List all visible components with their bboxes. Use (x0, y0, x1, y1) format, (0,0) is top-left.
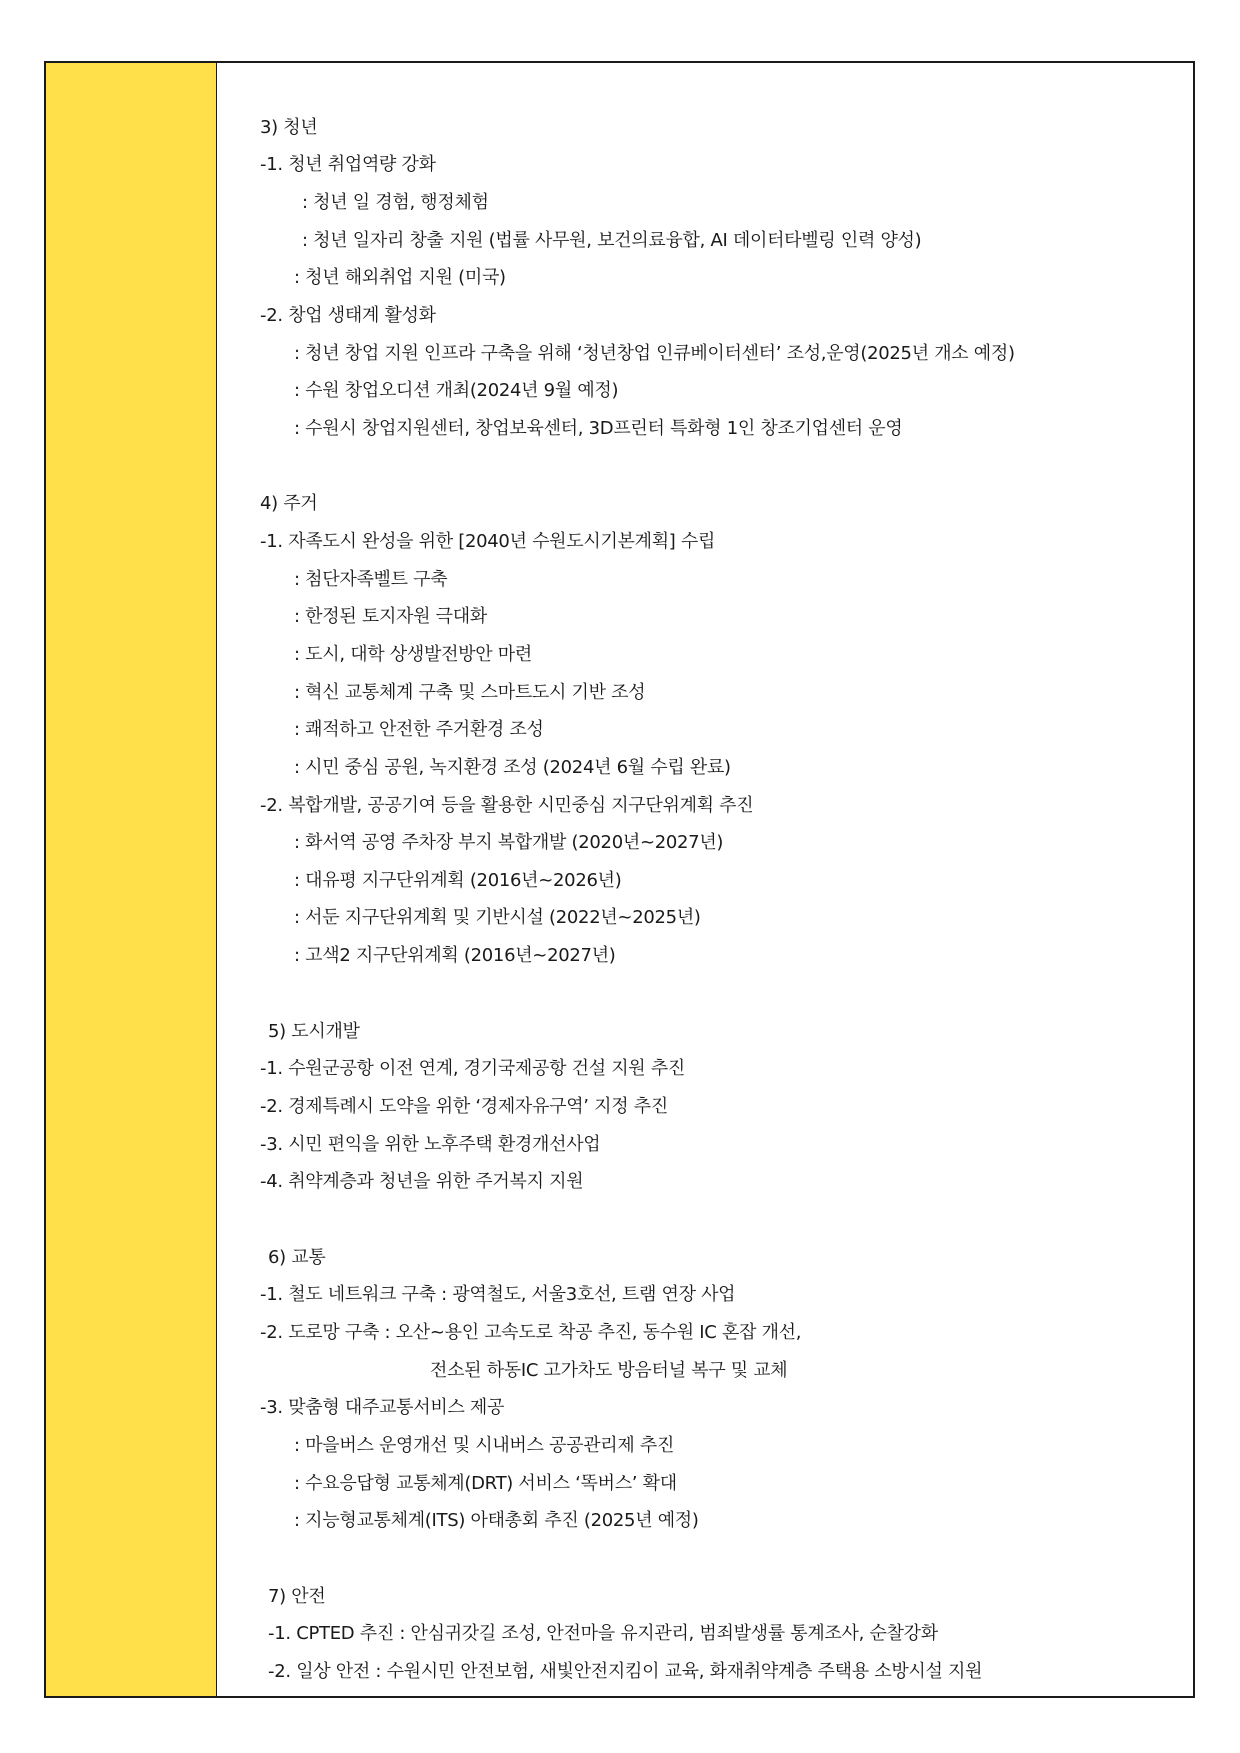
section-title-housing: 4) 주거 (260, 493, 318, 514)
urban-item: -1. 수원군공항 이전 연계, 경기국제공항 건설 지원 추진 (260, 1058, 685, 1079)
housing-subitem: : 한정된 토지자원 극대화 (294, 606, 487, 627)
transport-subitem: : 수요응답형 교통체계(DRT) 서비스 ‘똑버스’ 확대 (294, 1473, 677, 1494)
youth-subitem: : 청년 창업 지원 인프라 구축을 위해 ‘청년창업 인큐베이터센터’ 조성,운영(2025년 개소 예정) (294, 343, 1015, 364)
document-frame (44, 61, 1195, 1698)
housing-subitem: : 대유평 지구단위계획 (2016년~2026년) (294, 870, 622, 891)
section-title-urban-development: 5) 도시개발 (268, 1021, 360, 1042)
youth-subitem: : 청년 일 경험, 행정체험 (302, 192, 489, 213)
housing-subitem: : 쾌적하고 안전한 주거환경 조성 (294, 719, 544, 740)
housing-item-1: -1. 자족도시 완성을 위한 [2040년 수원도시기본계획] 수립 (260, 531, 716, 552)
urban-item: -4. 취약계층과 청년을 위한 주거복지 지원 (260, 1171, 584, 1192)
urban-item: -3. 시민 편익을 위한 노후주택 환경개선사업 (260, 1134, 601, 1155)
youth-item-2: -2. 창업 생태계 활성화 (260, 305, 436, 326)
housing-subitem: : 고색2 지구단위계획 (2016년~2027년) (294, 945, 616, 966)
transport-item-continuation: 전소된 하동IC 고가차도 방음터널 복구 및 교체 (430, 1360, 788, 1381)
housing-subitem: : 혁신 교통체계 구축 및 스마트도시 기반 조성 (294, 682, 646, 703)
safety-item: -1. CPTED 추진 : 안심귀갓길 조성, 안전마을 유지관리, 범죄발생률 통계조사, 순찰강화 (268, 1623, 938, 1644)
youth-subitem: : 청년 해외취업 지원 (미국) (294, 267, 506, 288)
yellow-side-band (46, 63, 217, 1696)
youth-subitem: : 수원시 창업지원센터, 창업보육센터, 3D프린터 특화형 1인 창조기업센터 운영 (294, 418, 903, 439)
transport-subitem: : 마을버스 운영개선 및 시내버스 공공관리제 추진 (294, 1435, 675, 1456)
transport-item: -1. 철도 네트워크 구축 : 광역철도, 서울3호선, 트램 연장 사업 (260, 1284, 736, 1305)
section-title-youth: 3) 청년 (260, 117, 318, 138)
housing-subitem: : 서둔 지구단위계획 및 기반시설 (2022년~2025년) (294, 907, 701, 928)
urban-item: -2. 경제특례시 도약을 위한 ‘경제자유구역’ 지정 추진 (260, 1096, 668, 1117)
safety-item: -2. 일상 안전 : 수원시민 안전보험, 새빛안전지킴이 교육, 화재취약계층 주택용 소방시설 지원 (268, 1661, 983, 1682)
youth-subitem: : 청년 일자리 창출 지원 (법률 사무원, 보건의료융합, AI 데이터타벨링 인력 양성) (302, 230, 922, 251)
housing-item-2: -2. 복합개발, 공공기여 등을 활용한 시민중심 지구단위계획 추진 (260, 795, 754, 816)
section-title-safety: 7) 안전 (268, 1586, 326, 1607)
section-title-transport: 6) 교통 (268, 1247, 326, 1268)
transport-item: -3. 맞춤형 대주교통서비스 제공 (260, 1397, 505, 1418)
housing-subitem: : 첨단자족벨트 구축 (294, 569, 448, 590)
transport-subitem: : 지능형교통체계(ITS) 아태총회 추진 (2025년 예정) (294, 1510, 699, 1531)
housing-subitem: : 시민 중심 공원, 녹지환경 조성 (2024년 6월 수립 완료) (294, 757, 731, 778)
transport-item: -2. 도로망 구축 : 오산~용인 고속도로 착공 추진, 동수원 IC 혼잡 개선, (260, 1322, 802, 1343)
housing-subitem: : 도시, 대학 상생발전방안 마련 (294, 644, 532, 665)
youth-item-1: -1. 청년 취업역량 강화 (260, 154, 436, 175)
document-content (217, 63, 1193, 1696)
youth-subitem: : 수원 창업오디션 개최(2024년 9월 예정) (294, 380, 619, 401)
housing-subitem: : 화서역 공영 주차장 부지 복합개발 (2020년~2027년) (294, 832, 724, 853)
